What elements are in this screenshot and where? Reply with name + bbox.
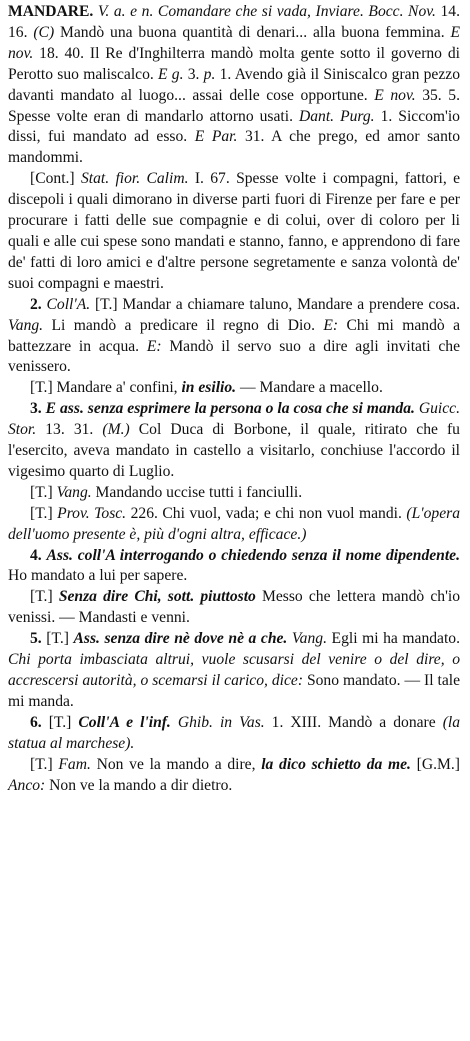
text-segment: E nov. bbox=[374, 86, 416, 104]
entry-paragraph bbox=[8, 399, 460, 483]
text-segment: [T.] bbox=[46, 630, 74, 648]
text-segment: (C) bbox=[33, 23, 55, 41]
text-segment: E nov. bbox=[8, 23, 461, 62]
entry-paragraph bbox=[8, 378, 460, 399]
entry-paragraph bbox=[8, 713, 460, 755]
text-segment bbox=[171, 714, 178, 731]
text-segment: Vang. bbox=[8, 316, 44, 334]
text-segment: p. bbox=[203, 65, 216, 83]
text-segment: 3. bbox=[30, 400, 46, 418]
dictionary-entry-mandare bbox=[8, 2, 460, 796]
text-segment: E g. bbox=[158, 65, 184, 83]
text-segment: 35. 5. Spesse volte eran di mandarlo attorno usati. bbox=[8, 86, 460, 125]
text-segment: 31. A che prego, ed amor santo mandommi. bbox=[8, 128, 460, 167]
text-segment: Stat. fior. Calim. bbox=[80, 170, 189, 188]
text-segment: Coll'A. bbox=[46, 295, 91, 313]
text-segment: 14. 16. bbox=[8, 3, 460, 41]
text-segment: 4. bbox=[30, 546, 47, 564]
text-segment: [T.] bbox=[30, 504, 58, 522]
entry-paragraph bbox=[8, 755, 460, 797]
text-segment: Guicc. Stor. bbox=[8, 400, 461, 439]
text-segment: 5. bbox=[30, 630, 47, 648]
text-segment: Fam. bbox=[58, 755, 91, 773]
text-segment: Dant. Purg. bbox=[298, 107, 375, 125]
entry-paragraph bbox=[8, 629, 460, 713]
text-segment: Col Duca di Borbone, il quale, ritirato che fu l'esercito, aveva mandato in castello a visitarlo, conchiuse l'accordo il vigesimo quarto di Luglio. bbox=[8, 421, 460, 480]
text-segment: V. a. e n. Comandare che si vada, Inviare. Bocc. Nov. bbox=[97, 3, 441, 20]
text-segment: Sono mandato. — Il tale mi manda. bbox=[8, 672, 460, 710]
text-segment: (la statua al marchese). bbox=[8, 713, 461, 752]
text-segment: Egli mi ha mandato. bbox=[326, 630, 460, 648]
text-segment: (L'opera dell'uomo presente è, più d'ogni altra, efficace.) bbox=[8, 504, 460, 543]
text-segment: [T.] Mandar a chiamare taluno, Mandare a prendere cosa. bbox=[90, 295, 461, 313]
text-segment: 1. Avendo già il Siniscalco gran pezzo davanti mandato al luogo... assai delle cose opportune. bbox=[8, 65, 460, 104]
text-segment: — Mandare a macello. bbox=[236, 379, 383, 397]
text-segment: [Cont.] bbox=[30, 170, 81, 188]
entry-headword-paragraph bbox=[8, 2, 460, 169]
text-segment: Vang. bbox=[56, 483, 92, 501]
entry-paragraph bbox=[8, 483, 460, 504]
text-segment: [T.] bbox=[48, 713, 79, 731]
text-segment: E Par. bbox=[194, 128, 238, 146]
text-segment: I. 67. Spesse volte i compagni, fattori, e discepoli i quali dimorano in diverse parti fuori di Firenze per fare e per procurare i fatti delle sue compagnie e di colui, over di coloro per li quali e alle cui spese sono mandati e stanno, fanno, e apprendono di fare de' fatti di loro amici e d'altre persone segretamente e sanza volontà de' suoi compagni e maestri. bbox=[8, 170, 460, 292]
text-segment: Coll'A e l'inf. bbox=[78, 713, 171, 731]
text-segment: [T.] bbox=[30, 483, 57, 501]
text-segment: Messo che lettera mandò ch'io venissi. — Mandasti e venni. bbox=[8, 588, 461, 627]
text-segment: 2. bbox=[30, 295, 47, 313]
text-segment: (M.) bbox=[102, 421, 130, 439]
text-segment: Anco: bbox=[8, 776, 46, 794]
text-segment: Ho mandato a lui per sapere. bbox=[8, 567, 188, 585]
text-segment: Ghib. in Vas. bbox=[177, 713, 265, 731]
text-segment: 13. 31. bbox=[36, 421, 103, 439]
text-segment: la dico schietto da me. bbox=[261, 755, 411, 773]
text-segment: Ass. coll'A interrogando o chiedendo senza il nome dipendente. bbox=[46, 546, 461, 564]
text-segment: Mandando uccise tutti i fanciulli. bbox=[91, 483, 303, 501]
text-segment: Mandò una buona quantità di denari... alla buona femmina. bbox=[54, 23, 451, 41]
text-segment: 226. Chi vuol, vada; e chi non vuol mandi. bbox=[126, 504, 407, 522]
text-segment: Senza dire Chi, sott. piuttosto bbox=[58, 588, 256, 606]
text-segment: [T.] bbox=[30, 588, 59, 606]
entry-paragraph bbox=[8, 587, 460, 629]
text-segment: Vang. bbox=[291, 630, 327, 648]
text-segment: Mandò il servo suo a dire agli invitati che venissero. bbox=[8, 337, 461, 376]
text-segment: [T.] Mandare a' confini, bbox=[30, 379, 182, 397]
text-segment: 6. bbox=[30, 713, 49, 731]
text-segment: [G.M.] bbox=[410, 755, 460, 773]
text-segment: 1. XIII. Mandò a donare bbox=[264, 713, 443, 731]
text-segment: 3. bbox=[183, 65, 204, 83]
text-segment: E ass. senza esprimere la persona o la cosa che si manda. bbox=[45, 400, 415, 418]
text-segment: Non ve la mando a dire, bbox=[90, 755, 262, 773]
entry-paragraph bbox=[8, 546, 460, 588]
text-segment: MANDARE. bbox=[8, 3, 98, 20]
text-segment: [T.] bbox=[30, 755, 59, 773]
text-segment: in esilio. bbox=[181, 379, 237, 397]
text-segment: E: bbox=[146, 337, 162, 355]
text-segment: Li mandò a predicare il regno di Dio. bbox=[43, 316, 324, 334]
text-segment: E: bbox=[323, 316, 339, 334]
text-segment: 1. Siccom'io dissi, fui mandato ad esso. bbox=[8, 107, 460, 146]
entry-paragraph bbox=[8, 295, 460, 379]
text-segment: 18. 40. Il Re d'Inghilterra mandò molta gente sotto il governo di Perotto suo maliscalco. bbox=[8, 44, 460, 83]
text-segment: Chi porta imbasciata altrui, vuole scusarsi del venire o del dire, o accrescersi autorità, o scemarsi il carico, dice: bbox=[8, 651, 460, 689]
text-segment: Non ve la mando a dir dietro. bbox=[45, 776, 233, 794]
text-segment: Prov. Tosc. bbox=[57, 504, 127, 522]
entry-paragraph bbox=[8, 169, 460, 294]
text-segment: Ass. senza dire nè dove nè a che. bbox=[73, 630, 288, 648]
text-segment: Chi mi mandò a battezzare in acqua. bbox=[8, 316, 460, 355]
entry-paragraph bbox=[8, 504, 460, 546]
